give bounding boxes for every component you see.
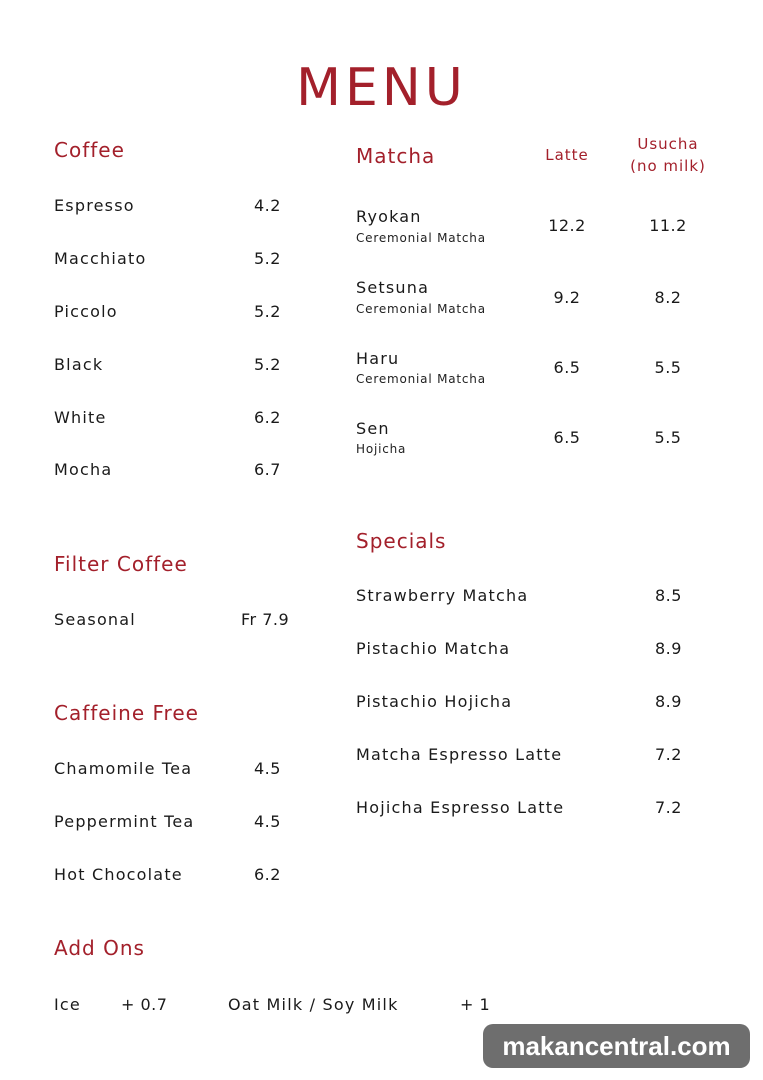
caffeine-free-item-price: 4.5: [254, 812, 281, 831]
latte-column-header: Latte: [545, 146, 589, 164]
matcha-latte-price: 9.2: [553, 288, 581, 307]
matcha-item-type: Ceremonial Matcha: [356, 302, 486, 316]
matcha-item-type: Hojicha: [356, 442, 407, 456]
coffee-item-name: Piccolo: [54, 302, 118, 321]
coffee-item-name: Espresso: [54, 196, 135, 215]
coffee-item-price: 4.2: [254, 196, 281, 215]
filter-coffee-item-price: Fr 7.9: [241, 610, 290, 629]
matcha-usucha-price: 8.2: [654, 288, 682, 307]
watermark-badge: makancentral.com: [483, 1024, 750, 1068]
caffeine-free-item-price: 6.2: [254, 865, 281, 884]
specials-item-price: 7.2: [655, 798, 682, 817]
coffee-item-name: White: [54, 408, 107, 427]
specials-item-name: Matcha Espresso Latte: [356, 745, 563, 764]
specials-item-name: Pistachio Matcha: [356, 639, 511, 658]
add-ons-heading: Add Ons: [54, 936, 145, 960]
matcha-item-name: Haru: [356, 349, 400, 368]
matcha-latte-price: 12.2: [548, 216, 586, 235]
filter-coffee-heading: Filter Coffee: [54, 552, 188, 576]
caffeine-free-item-price: 4.5: [254, 759, 281, 778]
filter-coffee-item-name: Seasonal: [54, 610, 136, 629]
caffeine-free-heading: Caffeine Free: [54, 701, 199, 725]
specials-item-price: 7.2: [655, 745, 682, 764]
coffee-item-price: 6.2: [254, 408, 281, 427]
specials-item-name: Hojicha Espresso Latte: [356, 798, 565, 817]
matcha-usucha-price: 11.2: [649, 216, 687, 235]
add-on-item-price: + 1: [460, 995, 491, 1014]
matcha-item-type: Ceremonial Matcha: [356, 231, 486, 245]
add-on-item-name: Ice: [54, 995, 81, 1014]
coffee-item-price: 5.2: [254, 302, 281, 321]
coffee-heading: Coffee: [54, 138, 125, 162]
specials-item-price: 8.5: [655, 586, 682, 605]
caffeine-free-item-name: Peppermint Tea: [54, 812, 195, 831]
matcha-latte-price: 6.5: [553, 358, 581, 377]
matcha-item-type: Ceremonial Matcha: [356, 372, 486, 386]
matcha-usucha-price: 5.5: [654, 358, 682, 377]
caffeine-free-item-name: Chamomile Tea: [54, 759, 193, 778]
specials-heading: Specials: [356, 529, 447, 553]
coffee-item-name: Macchiato: [54, 249, 147, 268]
menu-title: MENU: [296, 58, 467, 118]
coffee-item-price: 6.7: [254, 460, 281, 479]
matcha-usucha-price: 5.5: [654, 428, 682, 447]
matcha-item-name: Sen: [356, 419, 390, 438]
add-on-item-price: + 0.7: [121, 995, 168, 1014]
matcha-latte-price: 6.5: [553, 428, 581, 447]
coffee-item-price: 5.2: [254, 249, 281, 268]
matcha-heading: Matcha: [356, 144, 436, 168]
matcha-item-name: Ryokan: [356, 207, 422, 226]
specials-item-price: 8.9: [655, 692, 682, 711]
coffee-item-price: 5.2: [254, 355, 281, 374]
add-on-item-name: Oat Milk / Soy Milk: [228, 995, 399, 1014]
specials-item-name: Pistachio Hojicha: [356, 692, 513, 711]
usucha-column-subheader: (no milk): [630, 157, 706, 175]
coffee-item-name: Black: [54, 355, 104, 374]
specials-item-price: 8.9: [655, 639, 682, 658]
matcha-item-name: Setsuna: [356, 278, 430, 297]
coffee-item-name: Mocha: [54, 460, 113, 479]
specials-item-name: Strawberry Matcha: [356, 586, 529, 605]
caffeine-free-item-name: Hot Chocolate: [54, 865, 183, 884]
usucha-column-header: Usucha: [637, 135, 699, 153]
